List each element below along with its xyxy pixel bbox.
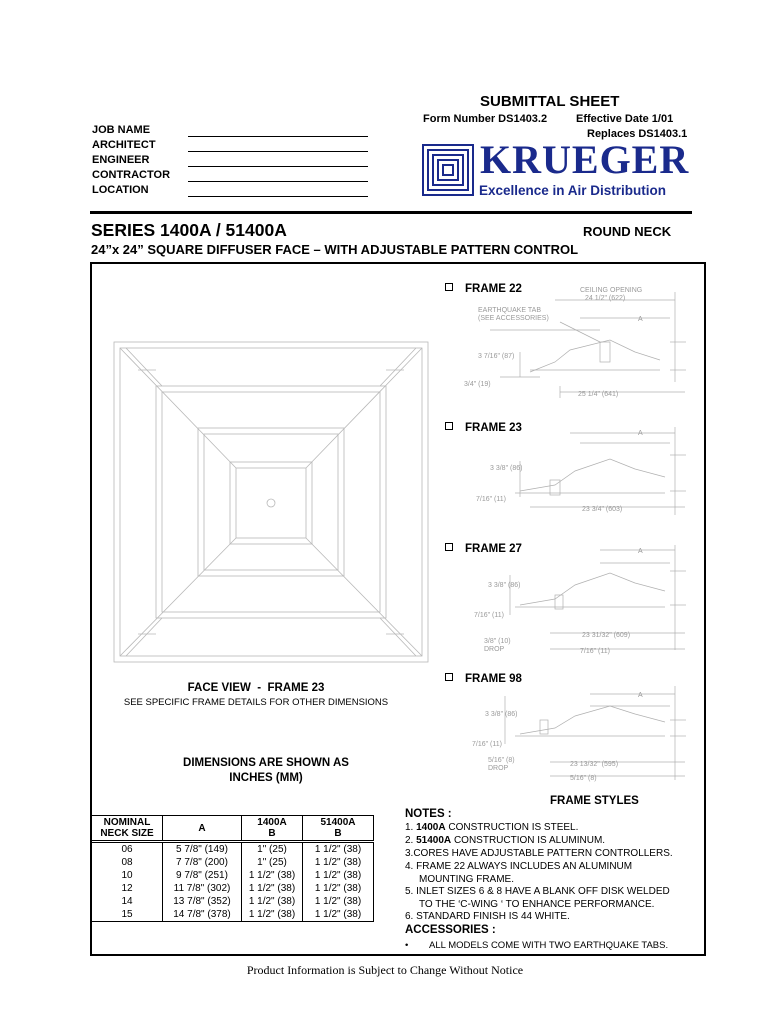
b-51400a-cell: 1 1/2" (38) bbox=[303, 869, 374, 882]
f22-dim-5: 3 7/16" (87) bbox=[478, 353, 515, 360]
checkbox-icon[interactable] bbox=[445, 673, 453, 681]
f27-dim-0: A bbox=[638, 548, 643, 555]
f27-dim-5: DROP bbox=[484, 646, 505, 653]
neck-size-cell: 15 bbox=[92, 908, 163, 922]
f22-dim-1: 24 1/2" (622) bbox=[585, 295, 626, 302]
b-1400a-header-line-1: 1400A bbox=[257, 817, 287, 828]
note-3: 3.CORES HAVE ADJUSTABLE PATTERN CONTROLLERS. bbox=[405, 848, 673, 859]
b-51400a-cell: 1 1/2" (38) bbox=[303, 882, 374, 895]
job-name-label: JOB NAME bbox=[92, 124, 151, 136]
accessories-heading: ACCESSORIES : bbox=[405, 924, 496, 936]
b-51400a-cell: 1 1/2" (38) bbox=[303, 895, 374, 908]
neck-size-cell: 10 bbox=[92, 869, 163, 882]
f98-dim-0: A bbox=[638, 692, 643, 699]
note-1 bbox=[405, 822, 578, 833]
f27-dim-6: 7/16" (11) bbox=[580, 648, 610, 655]
effective-date: Effective Date 1/01 bbox=[576, 113, 674, 125]
form-number: Form Number DS1403.2 bbox=[423, 113, 548, 125]
f98-dim-3: 5/16" (8) bbox=[488, 757, 515, 764]
b-1400a-cell: 1 1/2" (38) bbox=[242, 908, 303, 922]
f22-dim-0: CEILING OPENING bbox=[580, 287, 643, 294]
f22-dim-3: (SEE ACCESSORIES) bbox=[478, 315, 549, 322]
face-view-caption: FACE VIEW - FRAME 23 bbox=[187, 682, 325, 694]
krueger-logo-icon bbox=[422, 144, 474, 196]
dims-note-line-1: DIMENSIONS ARE SHOWN AS bbox=[183, 757, 349, 769]
note-1-model: 1400A bbox=[416, 822, 446, 833]
f98-dim-1: 3 3/8" (86) bbox=[485, 711, 518, 718]
b-51400a-header bbox=[303, 816, 374, 842]
table-row bbox=[92, 908, 374, 922]
page-title: SUBMITTAL SHEET bbox=[480, 93, 620, 110]
accessories-item-text: ALL MODELS COME WITH TWO EARTHQUAKE TABS. bbox=[429, 940, 669, 951]
dims-note-line-2: INCHES (MM) bbox=[229, 772, 303, 784]
frame-27-label: FRAME 27 bbox=[465, 543, 522, 555]
logo-tagline: Excellence in Air Distribution bbox=[479, 183, 667, 198]
a-cell: 7 7/8" (200) bbox=[163, 856, 242, 869]
f98-dim-4: DROP bbox=[488, 765, 509, 772]
table-row bbox=[92, 869, 374, 882]
frame-98-label: FRAME 98 bbox=[465, 673, 522, 685]
frame-styles-heading: FRAME STYLES bbox=[550, 795, 639, 807]
frame-98-detail-drawing bbox=[460, 676, 690, 786]
checkbox-icon[interactable] bbox=[445, 422, 453, 430]
note-6: 6. STANDARD FINISH IS 44 WHITE. bbox=[405, 911, 570, 922]
bullet-icon: • bbox=[405, 940, 409, 951]
b-1400a-cell: 1" (25) bbox=[242, 856, 303, 869]
product-subtitle: 24”x 24” SQUARE DIFFUSER FACE – WITH ADJUSTABLE PATTERN CONTROL bbox=[91, 242, 579, 257]
b-51400a-header-line-1: 51400A bbox=[320, 817, 356, 828]
note-5-line-1: 5. INLET SIZES 6 & 8 HAVE A BLANK OFF DISK WELDED bbox=[405, 886, 670, 897]
a-cell: 5 7/8" (149) bbox=[163, 842, 242, 857]
neck-size-cell: 12 bbox=[92, 882, 163, 895]
b-1400a-cell: 1 1/2" (38) bbox=[242, 882, 303, 895]
location-field[interactable] bbox=[188, 196, 368, 197]
note-4-line-2: MOUNTING FRAME. bbox=[419, 874, 514, 885]
header-divider bbox=[90, 211, 692, 214]
notes-heading: NOTES : bbox=[405, 808, 452, 820]
architect-field[interactable] bbox=[188, 151, 368, 152]
f23-dim-3: 23 3/4" (603) bbox=[582, 506, 623, 513]
neck-size-header-line-2: NECK SIZE bbox=[100, 828, 154, 839]
b-51400a-header-line-2: B bbox=[334, 828, 342, 839]
table-row bbox=[92, 895, 374, 908]
b-51400a-cell: 1 1/2" (38) bbox=[303, 842, 374, 857]
neck-size-cell: 08 bbox=[92, 856, 163, 869]
engineer-field[interactable] bbox=[188, 166, 368, 167]
neck-type: ROUND NECK bbox=[583, 224, 672, 239]
note-2 bbox=[405, 835, 605, 846]
f22-dim-7: 25 1/4" (641) bbox=[578, 391, 619, 398]
frame-23-detail-drawing bbox=[460, 425, 690, 520]
note-2-number: 2. bbox=[405, 835, 414, 846]
f23-dim-1: 3 3/8" (86) bbox=[490, 465, 523, 472]
b-51400a-cell: 1 1/2" (38) bbox=[303, 908, 374, 922]
neck-size-cell: 06 bbox=[92, 842, 163, 857]
neck-size-cell: 14 bbox=[92, 895, 163, 908]
dimensions-table bbox=[91, 815, 374, 922]
f98-dim-5: 23 13/32" (595) bbox=[570, 761, 619, 768]
frame-23-label: FRAME 23 bbox=[465, 422, 522, 434]
checkbox-icon[interactable] bbox=[445, 283, 453, 291]
note-1-number: 1. bbox=[405, 822, 414, 833]
frame-22-detail-drawing bbox=[460, 282, 690, 402]
checkbox-icon[interactable] bbox=[445, 543, 453, 551]
b-1400a-cell: 1 1/2" (38) bbox=[242, 895, 303, 908]
frame-27-detail-drawing bbox=[460, 545, 690, 657]
series-title: SERIES 1400A / 51400A bbox=[91, 220, 287, 240]
b-1400a-cell: 1" (25) bbox=[242, 842, 303, 857]
b-51400a-cell: 1 1/2" (38) bbox=[303, 856, 374, 869]
face-view-drawing bbox=[112, 340, 430, 664]
f23-dim-2: 7/16" (11) bbox=[476, 496, 506, 503]
note-2-text: CONSTRUCTION IS ALUMINUM. bbox=[453, 835, 606, 846]
job-name-field[interactable] bbox=[188, 136, 368, 137]
f98-dim-2: 7/16" (11) bbox=[472, 741, 502, 748]
f98-dim-6: 5/16" (8) bbox=[570, 775, 597, 782]
f27-dim-4: 3/8" (10) bbox=[484, 638, 511, 645]
note-5-line-2: TO THE ‘C-WING ‘ TO ENHANCE PERFORMANCE. bbox=[419, 899, 655, 910]
f22-dim-2: EARTHQUAKE TAB bbox=[478, 307, 542, 314]
f22-dim-4: A bbox=[638, 316, 643, 323]
a-cell: 13 7/8" (352) bbox=[163, 895, 242, 908]
contractor-field[interactable] bbox=[188, 181, 368, 182]
logo-wordmark: KRUEGER bbox=[480, 137, 690, 182]
f22-dim-6: 3/4" (19) bbox=[464, 381, 491, 388]
frame-22-label: FRAME 22 bbox=[465, 283, 522, 295]
f27-dim-2: 7/16" (11) bbox=[474, 612, 504, 619]
a-cell: 14 7/8" (378) bbox=[163, 908, 242, 922]
b-1400a-cell: 1 1/2" (38) bbox=[242, 869, 303, 882]
neck-size-header bbox=[92, 816, 163, 842]
replaces-note: Replaces DS1403.1 bbox=[587, 128, 688, 140]
b-1400a-header-line-2: B bbox=[268, 828, 276, 839]
table-row bbox=[92, 856, 374, 869]
b-1400a-header bbox=[242, 816, 303, 842]
table-row bbox=[92, 882, 374, 895]
a-cell: 9 7/8" (251) bbox=[163, 869, 242, 882]
note-2-model: 51400A bbox=[416, 835, 452, 846]
note-1-text: CONSTRUCTION IS STEEL. bbox=[448, 822, 579, 833]
accessories-item bbox=[405, 940, 668, 951]
a-cell: 11 7/8" (302) bbox=[163, 882, 242, 895]
footer-disclaimer: Product Information is Subject to Change Without Notice bbox=[246, 963, 524, 977]
f27-dim-3: 23 31/32" (609) bbox=[582, 632, 631, 639]
engineer-label: ENGINEER bbox=[92, 154, 150, 166]
contractor-label: CONTRACTOR bbox=[92, 169, 171, 181]
a-header: A bbox=[163, 816, 242, 842]
table-row bbox=[92, 842, 374, 857]
f27-dim-1: 3 3/8" (86) bbox=[488, 582, 521, 589]
architect-label: ARCHITECT bbox=[92, 139, 156, 151]
f23-dim-0: A bbox=[638, 430, 643, 437]
location-label: LOCATION bbox=[92, 184, 149, 196]
neck-size-header-line-1: NOMINAL bbox=[103, 817, 151, 828]
face-view-note: SEE SPECIFIC FRAME DETAILS FOR OTHER DIMENSIONS bbox=[123, 697, 389, 708]
note-4-line-1: 4. FRAME 22 ALWAYS INCLUDES AN ALUMINUM bbox=[405, 861, 633, 872]
